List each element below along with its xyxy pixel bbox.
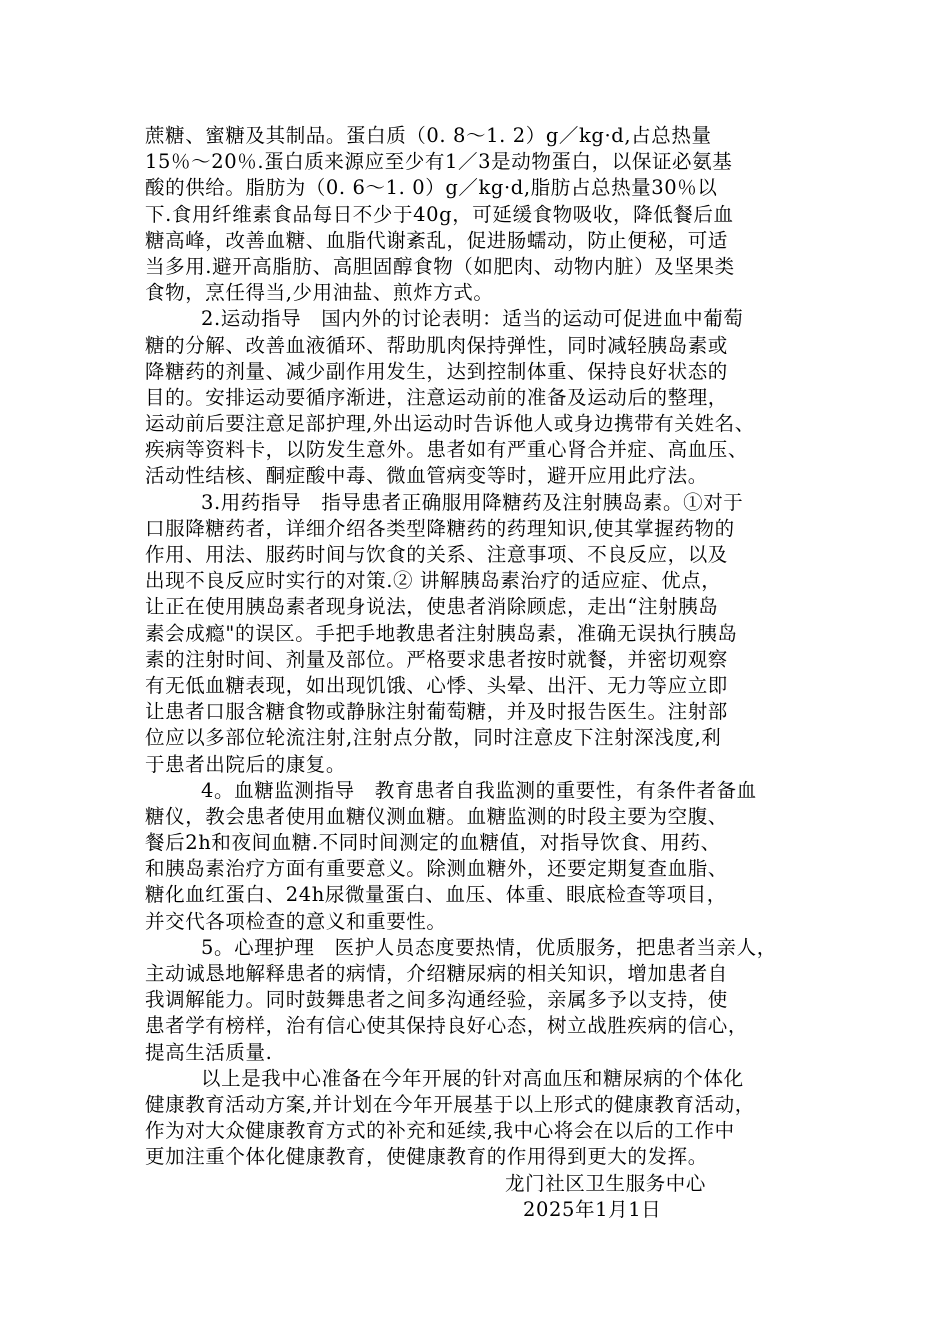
text-line: 目的。安排运动要循序渐进，注意运动前的准备及运动后的整理， [145, 385, 728, 409]
text-line: 餐后2h和夜间血糖.不同时间测定的血糖值，对指导饮食、用药、 [145, 831, 721, 855]
text-line: 疾病等资料卡，以防发生意外。患者如有严重心肾合并症、高血压、 [145, 438, 749, 462]
paragraph-first-line: 5。心理护理 医护人员态度要热情，优质服务，把患者当亲人， [201, 935, 777, 959]
text-line: 我调解能力。同时鼓舞患者之间多沟通经验，亲属多予以支持，使 [145, 988, 728, 1012]
text-line: 患者学有榜样，治有信心使其保持良好心态，树立战胜疾病的信心， [145, 1014, 749, 1038]
text-line: 健康教育活动方案,并计划在今年开展基于以上形式的健康教育活动， [145, 1092, 755, 1116]
text-line: 降糖药的剂量、减少副作用发生，达到控制体重、保持良好状态的 [145, 359, 728, 383]
text-line: 下.食用纤维素食品每日不少于40g，可延缓食物吸收，降低餐后血 [145, 202, 734, 226]
text-line: 素会成瘾"的误区。手把手地教患者注射胰岛素，准确无误执行胰岛 [145, 621, 738, 645]
text-line: 食物，烹任得当,少用油盐、煎炸方式。 [145, 281, 494, 305]
text-line: 糖化血红蛋白、24h尿微量蛋白、血压、体重、眼底检查等项目， [145, 883, 727, 907]
text-line: 作为对大众健康教育方式的补充和延续,我中心将会在以后的工作中 [145, 1119, 735, 1143]
text-line: 糖的分解、改善血液循环、帮助肌肉保持弹性，同时减轻胰岛素或 [145, 333, 728, 357]
text-line: 主动诚恳地解释患者的病情，介绍糖尿病的相关知识，增加患者自 [145, 962, 728, 985]
text-line: 位应以多部位轮流注射,注射点分散，同时注意皮下注射深浅度,利 [145, 726, 722, 750]
text-line: 素的注射时间、剂量及部位。严格要求患者按时就餐，并密切观察 [145, 647, 728, 671]
text-line: 让患者口服含糖食物或静脉注射葡萄糖，并及时报告医生。注射部 [145, 700, 728, 724]
text-line: 并交代各项检查的意义和重要性。 [145, 909, 447, 933]
text-line: 更加注重个体化健康教育，使健康教育的作用得到更大的发挥。 [145, 1145, 708, 1169]
text-line: 运动前后要注意足部护理,外出运动时告诉他人或身边携带有关姓名、 [145, 412, 755, 436]
signature-date: 2025年1月1日 [523, 1197, 662, 1221]
text-line: 作用、用法、服药时间与饮食的关系、注意事项、不良反应，以及 [145, 543, 728, 566]
signature-organization: 龙门社区卫生服务中心 [505, 1171, 707, 1195]
text-line: 活动性结核、酮症酸中毒、微血管病变等时，避开应用此疗法。 [145, 464, 708, 488]
text-line: 糖高峰，改善血糖、血脂代谢紊乱，促进肠蠕动，防止便秘，可适 [145, 228, 728, 252]
text-line: 糖仪，教会患者使用血糖仪测血糖。血糖监测的时段主要为空腹、 [145, 804, 728, 828]
text-line: 当多用.避开高脂肪、高胆固醇食物（如肥肉、动物内脏）及坚果类 [145, 254, 735, 278]
text-line: 蔗糖、蜜糖及其制品。蛋白质（0. 8～1. 2）g／kg·d,占总热量 [145, 124, 712, 147]
paragraph-first-line: 以上是我中心准备在今年开展的针对高血压和糖尿病的个体化 [201, 1066, 744, 1090]
paragraph-first-line: 2.运动指导 国内外的讨论表明：适当的运动可促进血中葡萄 [201, 307, 744, 331]
text-line: 提高生活质量. [145, 1040, 273, 1064]
paragraph-first-line: 3.用药指导 指导患者正确服用降糖药及注射胰岛素。①对于 [201, 490, 744, 514]
text-line: 出现不良反应时实行的对策.② 讲解胰岛素治疗的适应症、优点， [145, 569, 722, 593]
text-line: 让正在使用胰岛素者现身说法，使患者消除顾虑，走出“注射胰岛 [145, 595, 719, 619]
text-line: 15％～20％.蛋白质来源应至少有1／3是动物蛋白，以保证必氨基 [145, 150, 733, 174]
text-line: 和胰岛素治疗方面有重要意义。除测血糖外，还要定期复查血脂、 [145, 857, 728, 881]
text-line: 有无低血糖表现，如出现饥饿、心悸、头晕、出汗、无力等应立即 [145, 673, 728, 697]
text-line: 酸的供给。脂肪为（0. 6～1. 0）g／kg·d,脂肪占总热量30％以 [145, 176, 718, 200]
document-body [145, 123, 835, 1223]
text-line: 于患者出院后的康复。 [145, 752, 347, 776]
paragraph-first-line: 4。血糖监测指导 教育患者自我监测的重要性，有条件者备血 [201, 778, 757, 802]
text-line: 口服降糖药者，详细介绍各类型降糖药的药理知识,使其掌握药物的 [145, 516, 735, 540]
